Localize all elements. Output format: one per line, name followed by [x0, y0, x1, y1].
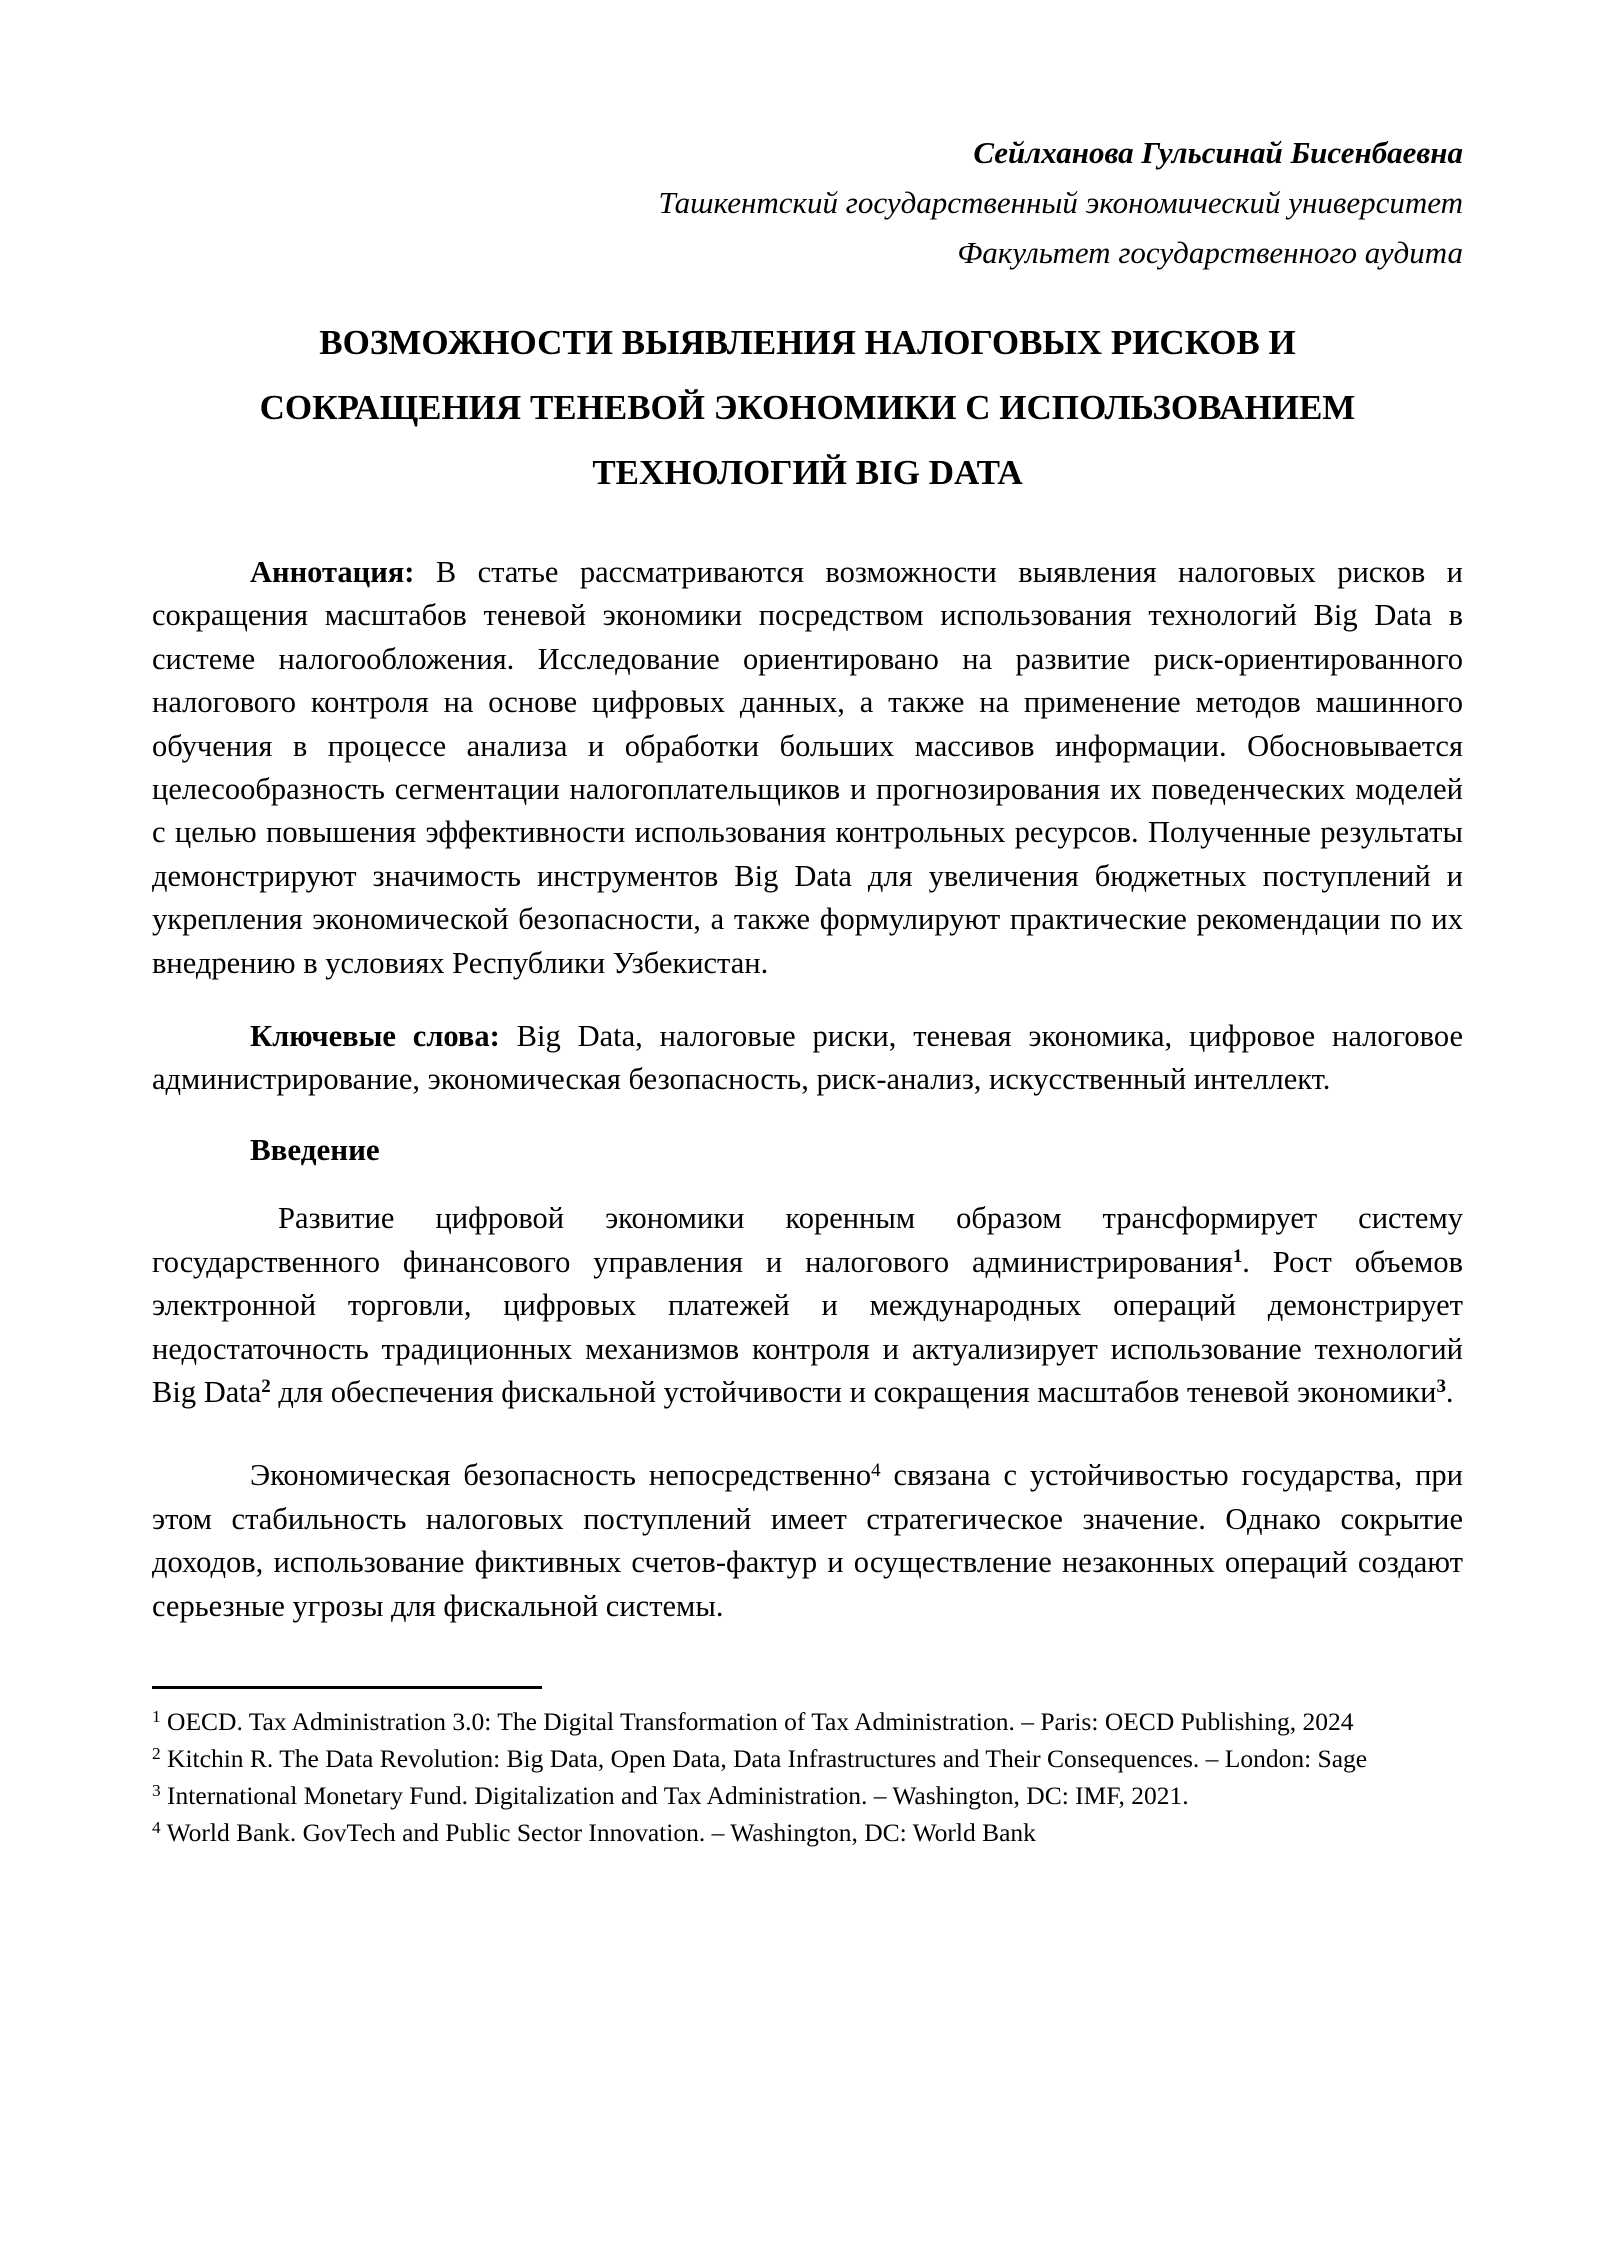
- footnote-number-3: 3: [152, 1781, 161, 1801]
- footnote-item-4: [152, 1814, 1463, 1851]
- footnote-item-2: [152, 1740, 1463, 1777]
- intro-paragraph-2: [152, 1454, 1463, 1628]
- article-title: [152, 310, 1463, 505]
- footnote-ref-3: 3: [1436, 1376, 1446, 1398]
- intro-paragraph-1-text: .: [1445, 1374, 1454, 1409]
- keywords-text: Big Data, налоговые риски, теневая экономика, цифровое налоговое администрирование, экономическая безопасность, риск-анализ, искусственный интеллект.: [152, 1019, 1464, 1097]
- footnote-text-3: International Monetary Fund. Digitalization and Tax Administration. – Washington, DC: IMF, 2021.: [160, 1780, 1189, 1810]
- footnote-text-2: Kitchin R. The Data Revolution: Big Data, Open Data, Data Infrastructures and Their Consequences. – London: Sage: [160, 1743, 1368, 1773]
- intro-paragraph-2-text: Экономическая безопасность непосредственно: [250, 1458, 872, 1493]
- footnote-ref-1: 1: [1232, 1246, 1243, 1268]
- footnote-text-1: OECD. Tax Administration 3.0: The Digital Transformation of Tax Administration. – Paris: OECD Publishing, 2024: [160, 1706, 1354, 1736]
- intro-paragraph-2-text: связана с устойчивостью государства, при этом стабильность налоговых поступлений имеет стратегическое значение. Однако сокрытие доходов, использование фиктивных счетов-фактур и осуществление незаконных операций создают серьезные угрозы для фискальной системы.: [152, 1458, 1463, 1623]
- footnote-number-1: 1: [152, 1707, 161, 1727]
- title-line-2: СОКРАЩЕНИЯ ТЕНЕВОЙ ЭКОНОМИКИ С ИСПОЛЬЗОВАНИЕМ: [259, 388, 1356, 427]
- footnotes-section: [152, 1686, 1463, 1851]
- footnote-item-1: [152, 1703, 1463, 1740]
- abstract-label: Аннотация:: [250, 555, 415, 589]
- footnote-text-4: World Bank. GovTech and Public Sector Innovation. – Washington, DC: World Bank: [160, 1817, 1036, 1847]
- author-name: Сейлханова Гульсинай Бисенбаевна: [973, 135, 1463, 170]
- intro-paragraph-1-text: . Рост объемов электронной торговли, цифровых платежей и международных операций демонстрирует недостаточность традиционных механизмов контроля и актуализирует использование технологий Big Data: [152, 1244, 1463, 1409]
- author-affiliation-faculty: Факультет государственного аудита: [957, 235, 1463, 270]
- footnote-ref-2: 2: [261, 1376, 271, 1398]
- title-line-3: ТЕХНОЛОГИЙ BIG DATA: [592, 453, 1023, 492]
- footnote-item-3: [152, 1777, 1463, 1814]
- introduction-heading: Введение: [250, 1131, 380, 1167]
- footnote-ref-4: 4: [871, 1459, 881, 1481]
- title-line-1: ВОЗМОЖНОСТИ ВЫЯВЛЕНИЯ НАЛОГОВЫХ РИСКОВ И: [319, 323, 1296, 362]
- intro-paragraph-1-text: для обеспечения фискальной устойчивости и сокращения масштабов теневой экономики: [270, 1374, 1437, 1409]
- footnote-number-2: 2: [152, 1744, 161, 1764]
- author-affiliation-university: Ташкентский государственный экономический университет: [658, 185, 1463, 220]
- abstract-text: В статье рассматриваются возможности выявления налоговых рисков и сокращения масштабов теневой экономики посредством использования технологий Big Data в системе налогообложения. Исследование ориентировано на развитие риск-ориентированного налогового контроля на основе цифровых данных, а также на применение методов машинного обучения в процессе анализа и обработки больших массивов информации. Обосновывается целесообразность сегментации налогоплательщиков и прогнозирования их поведенческих моделей с целью повышения эффективности использования контрольных ресурсов. Полученные результаты демонстрируют значимость инструментов Big Data для увеличения бюджетных поступлений и укрепления экономической безопасности, а также формулируют практические рекомендации по их внедрению в условиях Республики Узбекистан.: [152, 555, 1463, 980]
- abstract-paragraph: [152, 551, 1463, 985]
- intro-paragraph-1: [152, 1197, 1463, 1414]
- intro-paragraph-1-text: Развитие цифровой экономики коренным образом трансформирует систему государственного финансового управления и налогового администрирования: [152, 1201, 1463, 1279]
- author-block: [152, 128, 1463, 278]
- footnote-number-4: 4: [152, 1818, 161, 1838]
- keywords-label: Ключевые слова:: [250, 1019, 500, 1054]
- footnote-separator: [152, 1686, 542, 1689]
- keywords-paragraph: [152, 1015, 1463, 1102]
